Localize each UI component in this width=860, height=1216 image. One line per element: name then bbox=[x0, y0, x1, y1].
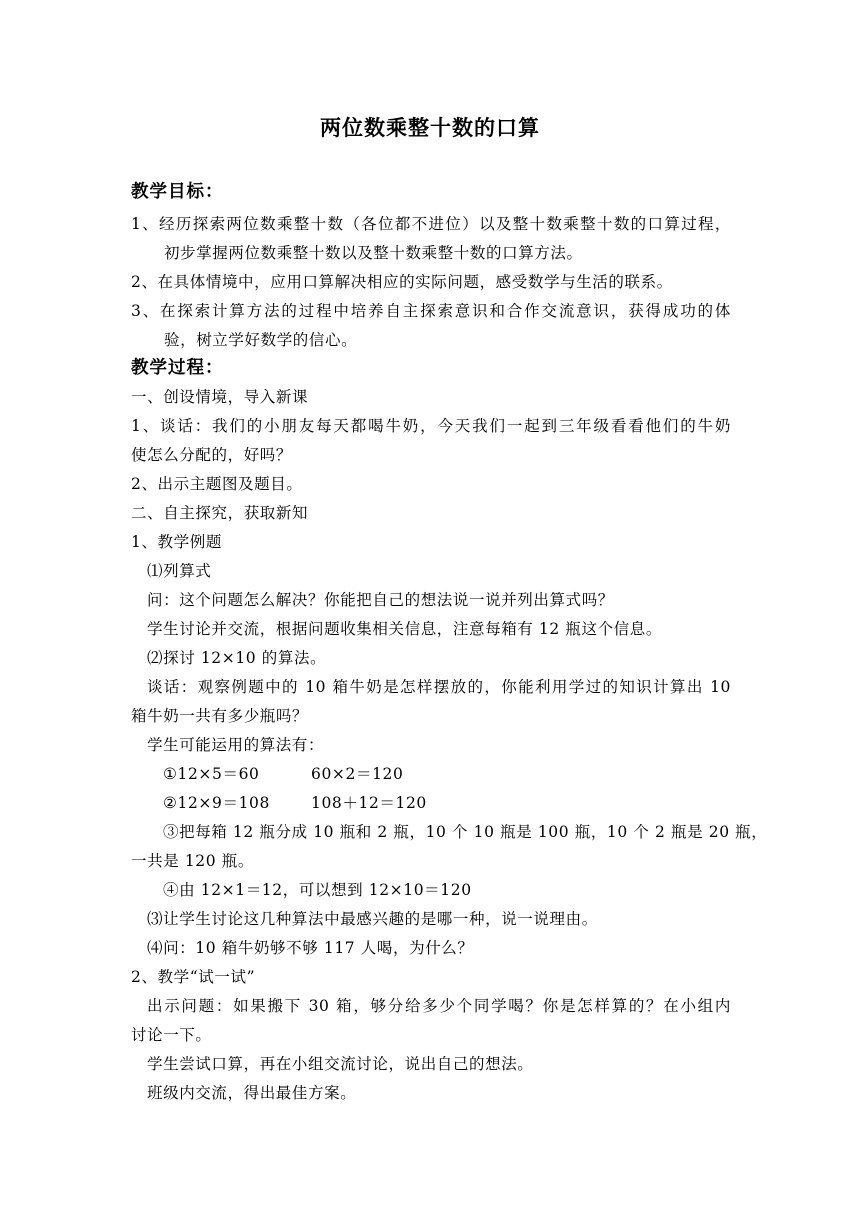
step-1-heading: ⑴列算式 bbox=[147, 562, 212, 580]
step-2-heading: ⑵探讨 12×10 的算法。 bbox=[147, 649, 327, 667]
try-line-2: 讨论一下。 bbox=[131, 1026, 212, 1044]
method-4: ④由 12×1＝12，可以想到 12×10＝120 bbox=[163, 881, 472, 899]
method-1-second: 60×2＝120 bbox=[311, 765, 404, 783]
method-3-line-2: 一共是 120 瓶。 bbox=[131, 852, 254, 870]
objective-1-line-2: 初步掌握两位数乘整十数以及整十数乘整十数的口算方法。 bbox=[164, 244, 583, 262]
part-2-item-1: 1、教学例题 bbox=[131, 533, 222, 551]
part-1-heading: 一、创设情境，导入新课 bbox=[131, 388, 309, 406]
try-line-4: 班级内交流，得出最佳方案。 bbox=[147, 1084, 357, 1102]
objective-3-line-2: 验，树立学好数学的信心。 bbox=[164, 331, 358, 349]
step-3: ⑶让学生讨论这几种算法中最感兴趣的是哪一种，说一说理由。 bbox=[147, 910, 598, 928]
step-4: ⑷问：10 箱牛奶够不够 117 人喝，为什么？ bbox=[147, 939, 474, 957]
step-2-talk-line-2: 箱牛奶一共有多少瓶吗？ bbox=[131, 707, 309, 725]
objectives-heading: 教学目标： bbox=[131, 182, 224, 202]
objective-1-line-1: 1、经历探索两位数乘整十数（各位都不进位）以及整十数乘整十数的口算过程， bbox=[131, 215, 731, 233]
step-1-question: 问：这个问题怎么解决？你能把自己的想法说一说并列出算式吗？ bbox=[147, 591, 614, 609]
part-1-item-1-line-1: 1、谈话：我们的小朋友每天都喝牛奶，今天我们一起到三年级看看他们的牛奶 bbox=[131, 417, 731, 435]
method-2-first: ②12×9＝108 bbox=[163, 794, 270, 812]
step-2-methods-intro: 学生可能运用的算法有： bbox=[147, 736, 325, 754]
objective-2: 2、在具体情境中，应用口算解决相应的实际问题，感受数学与生活的联系。 bbox=[131, 273, 673, 291]
method-1-first: ①12×5＝60 bbox=[163, 765, 260, 783]
method-2-second: 108＋12＝120 bbox=[311, 794, 427, 812]
method-3-line-1: ③把每箱 12 瓶分成 10 瓶和 2 瓶，10 个 10 瓶是 100 瓶，10 个 2 瓶是 20 瓶， bbox=[163, 823, 768, 841]
part-1-item-2: 2、出示主题图及题目。 bbox=[131, 475, 303, 493]
part-2-heading: 二、自主探究，获取新知 bbox=[131, 504, 309, 522]
part-2-item-2: 2、教学“试一试” bbox=[131, 968, 256, 986]
part-1-item-1-line-2: 使怎么分配的，好吗？ bbox=[131, 446, 293, 464]
document-title: 两位数乘整十数的口算 bbox=[320, 116, 540, 140]
step-1-answer: 学生讨论并交流，根据问题收集相关信息，注意每箱有 12 瓶这个信息。 bbox=[147, 620, 662, 638]
process-heading: 教学过程： bbox=[131, 358, 224, 378]
try-line-3: 学生尝试口算，再在小组交流讨论，说出自己的想法。 bbox=[147, 1055, 534, 1073]
step-2-talk-line-1: 谈话：观察例题中的 10 箱牛奶是怎样摆放的，你能利用学过的知识计算出 10 bbox=[147, 678, 731, 696]
try-line-1: 出示问题：如果搬下 30 箱，够分给多少个同学喝？你是怎样算的？在小组内 bbox=[147, 997, 731, 1015]
objective-3-line-1: 3、在探索计算方法的过程中培养自主探索意识和合作交流意识，获得成功的体 bbox=[131, 302, 731, 320]
